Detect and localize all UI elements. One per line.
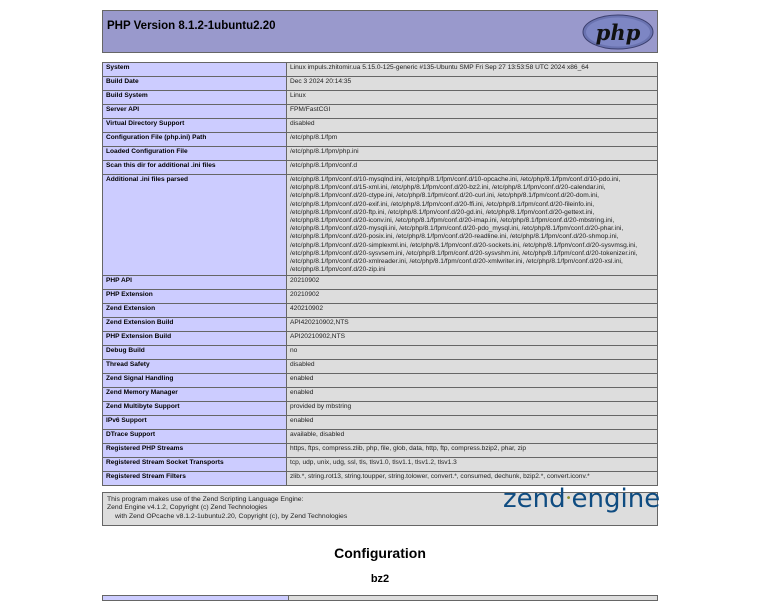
bz2-heading: bz2 [370,573,390,585]
row-value: available, disabled [287,430,658,444]
row-key: Build Date [103,77,287,91]
row-key: Zend Signal Handling [103,374,287,388]
row-value: enabled [287,374,658,388]
row-value: /etc/php/8.1/fpm/conf.d [287,161,658,175]
row-value: disabled [287,119,658,133]
zend-engine-logo: zend•engine [503,484,661,514]
row-key: Thread Safety [103,360,287,374]
table-row [103,402,658,416]
table-row [103,430,658,444]
php-logo-text: php [595,20,641,45]
table-row [103,458,658,472]
row-key: PHP API [103,276,287,290]
page-title: PHP Version 8.1.2-1ubuntu2.20 [107,20,276,32]
row-value: 20210902 [287,290,658,304]
row-value: provided by mbstring [287,402,658,416]
row-key: PHP Extension [103,290,287,304]
row-value: FPM/FastCGI [287,105,658,119]
table-row [103,133,658,147]
row-key: Zend Extension [103,304,287,318]
row-key: Zend Multibyte Support [103,402,287,416]
table-row [103,290,658,304]
row-value: Linux impuls.zhitomir.ua 5.15.0-125-generic #135-Ubuntu SMP Fri Sep 27 13:53:58 UTC 2024 x86_64 [287,63,658,77]
row-key: System [103,63,287,77]
row-key: Registered Stream Socket Transports [103,458,287,472]
row-value: tcp, udp, unix, udg, ssl, tls, tlsv1.0, tlsv1.1, tlsv1.2, tlsv1.3 [287,458,658,472]
table-row [103,416,658,430]
row-key: Debug Build [103,346,287,360]
row-value: enabled [287,416,658,430]
table-row [103,444,658,458]
row-value: enabled [287,388,658,402]
table-row [103,276,658,290]
row-key: Virtual Directory Support [103,119,287,133]
table-row [103,374,658,388]
table-row [103,304,658,318]
row-key: Loaded Configuration File [103,147,287,161]
row-value: 20210902 [287,276,658,290]
row-key: Build System [103,91,287,105]
row-key: IPv6 Support [103,416,287,430]
table-row [103,360,658,374]
table-row [103,119,658,133]
row-key: Configuration File (php.ini) Path [103,133,287,147]
row-value: Linux [287,91,658,105]
row-key: Server API [103,105,287,119]
row-value: https, ftps, compress.zlib, php, file, glob, data, http, ftp, compress.bzip2, phar, zip [287,444,658,458]
table-row [103,161,658,175]
php-logo-icon [582,14,654,50]
table-row [103,388,658,402]
zend-engine-box [102,484,661,526]
row-key: DTrace Support [103,430,287,444]
row-key: PHP Extension Build [103,332,287,346]
row-key: Zend Extension Build [103,318,287,332]
php-info-table [102,62,658,486]
table-row [103,77,658,91]
table-row [103,105,658,119]
row-value: disabled [287,360,658,374]
php-version-header [102,10,658,53]
zend-line-3: with Zend OPcache v8.1.2-1ubuntu2.20, Copyright (c), by Zend Technologies [115,512,348,520]
row-value: Dec 3 2024 20:14:35 [287,77,658,91]
table-row [103,91,658,105]
row-value: /etc/php/8.1/fpm [287,133,658,147]
row-value: 420210902 [287,304,658,318]
configuration-heading: Configuration [334,545,426,561]
row-value: /etc/php/8.1/fpm/php.ini [287,147,658,161]
row-key: Registered Stream Filters [103,472,287,486]
zend-logo-zend: zend [503,484,566,514]
table-row [103,63,658,77]
bz2-table-row [102,595,658,601]
table-row [103,346,658,360]
row-value: API20210902,NTS [287,332,658,346]
zend-line-2: Zend Engine v4.1.2, Copyright (c) Zend Technologies [107,504,268,512]
row-value: /etc/php/8.1/fpm/conf.d/10-mysqlnd.ini, /etc/php/8.1/fpm/conf.d/10-opcache.ini, /etc/php/8.1/fpm/conf.d/10-pdo.ini, /etc/php/8.1/fpm/conf.d/15-xml.ini, /etc/php/8.1/fpm/conf.d/20-bz2.ini, /etc/php/8.1/fpm/conf.d/20-calendar.ini, /etc/php/8.1/fpm/conf.d/20-ctype.ini, /etc/php/8.1/fpm/conf.d/20-curl.ini, /etc/php/8.1/fpm/conf.d/20-dom.ini, /etc/php/8.1/fpm/conf.d/20-exif.ini, /etc/php/8.1/fpm/conf.d/20-ffi.ini, /etc/php/8.1/fpm/conf.d/20-fileinfo.ini, /etc/php/8.1/fpm/conf.d/20-ftp.ini, /etc/php/8.1/fpm/conf.d/20-gd.ini, /etc/php/8.1/fpm/conf.d/20-gettext.ini, /etc/php/8.1/fpm/conf.d/20-iconv.ini, /etc/php/8.1/fpm/conf.d/20-imap.ini, /etc/php/8.1/fpm/conf.d/20-mbstring.ini, /etc/php/8.1/fpm/conf.d/20-mysqli.ini, /etc/php/8.1/fpm/conf.d/20-pdo_mysql.ini, /etc/php/8.1/fpm/conf.d/20-phar.ini, /etc/php/8.1/fpm/conf.d/20-posix.ini, /etc/php/8.1/fpm/conf.d/20-readline.ini, /etc/php/8.1/fpm/conf.d/20-shmop.ini, /etc/php/8.1/fpm/conf.d/20-simplexml.ini, /etc/php/8.1/fpm/conf.d/20-sockets.ini, /etc/php/8.1/fpm/conf.d/20-sysvmsg.ini, /etc/php/8.1/fpm/conf.d/20-sysvsem.ini, /etc/php/8.1/fpm/conf.d/20-sysvshm.ini, /etc/php/8.1/fpm/conf.d/20-tokenizer.ini, /etc/php/8.1/fpm/conf.d/20-xmlreader.ini, /etc/php/8.1/fpm/conf.d/20-xmlwriter.ini, /etc/php/8.1/fpm/conf.d/20-xsl.ini, /etc/php/8.1/fpm/conf.d/20-zip.ini [287,175,658,276]
row-value: API420210902,NTS [287,318,658,332]
row-key: Zend Memory Manager [103,388,287,402]
row-value: no [287,346,658,360]
row-value: zlib.*, string.rot13, string.toupper, string.tolower, convert.*, consumed, dechunk, bzip2.*, convert.iconv.* [287,472,658,486]
table-row [103,332,658,346]
table-row [103,318,658,332]
table-row [103,175,658,276]
row-key: Registered PHP Streams [103,444,287,458]
row-key: Additional .ini files parsed [103,175,287,276]
zend-logo-engine: engine [571,484,661,514]
zend-line-1: This program makes use of the Zend Scripting Language Engine: [107,496,304,503]
table-row [103,147,658,161]
row-key: Scan this dir for additional .ini files [103,161,287,175]
